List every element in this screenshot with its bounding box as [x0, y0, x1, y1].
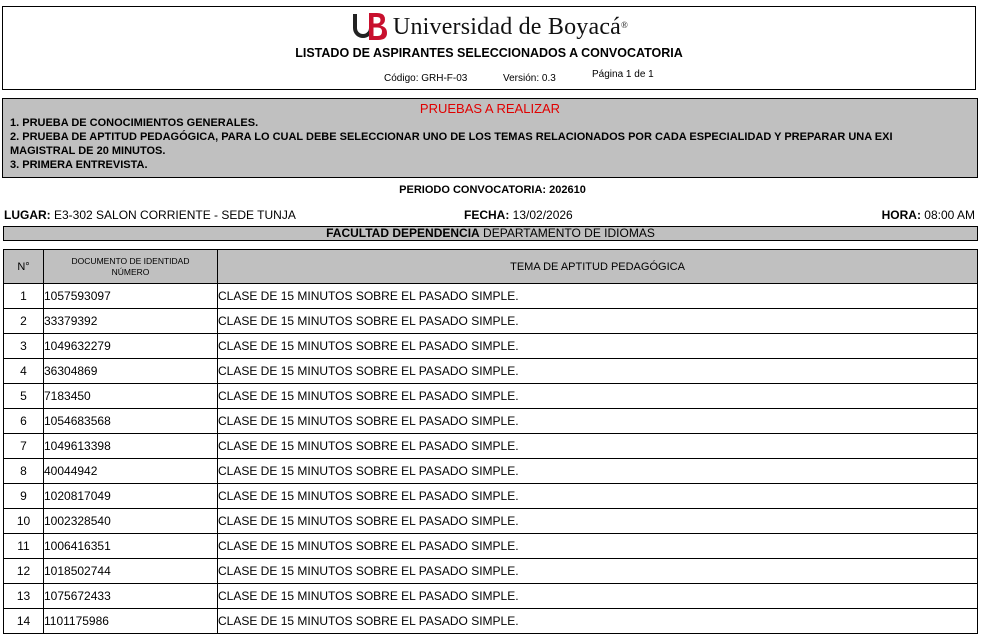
- row-document: 1057593097: [44, 284, 218, 309]
- row-document: 1018502744: [44, 559, 218, 584]
- row-number: 9: [4, 484, 44, 509]
- table-row: [4, 484, 978, 509]
- prueba-item-2-cont: MAGISTRAL DE 20 MINUTOS.: [10, 145, 166, 157]
- lugar-info: LUGAR: E3-302 SALON CORRIENTE - SEDE TUNJA: [4, 208, 296, 222]
- table-row: [4, 609, 978, 634]
- university-logo: [3, 12, 975, 42]
- table-row: [4, 509, 978, 534]
- document-code: Código: GRH-F-03: [384, 73, 468, 84]
- row-number: 7: [4, 434, 44, 459]
- facultad-bar: FACULTAD DEPENDENCIA DEPARTAMENTO DE IDIOMAS: [3, 226, 978, 241]
- table-row: [4, 409, 978, 434]
- row-document: 1006416351: [44, 534, 218, 559]
- aspirantes-table: [3, 249, 978, 634]
- page-number: Página 1 de 1: [592, 69, 654, 80]
- row-number: 10: [4, 509, 44, 534]
- row-document: 1020817049: [44, 484, 218, 509]
- col-header-tema: TEMA DE APTITUD PEDAGÓGICA: [218, 250, 978, 284]
- row-tema: CLASE DE 15 MINUTOS SOBRE EL PASADO SIMPLE.: [218, 334, 978, 359]
- row-document: 1054683568: [44, 409, 218, 434]
- row-tema: CLASE DE 15 MINUTOS SOBRE EL PASADO SIMPLE.: [218, 584, 978, 609]
- hora-info: HORA: 08:00 AM: [881, 208, 975, 222]
- ub-logo-icon: [350, 12, 390, 42]
- col-header-number: N°: [4, 250, 44, 284]
- row-tema: CLASE DE 15 MINUTOS SOBRE EL PASADO SIMPLE.: [218, 434, 978, 459]
- row-tema: CLASE DE 15 MINUTOS SOBRE EL PASADO SIMPLE.: [218, 559, 978, 584]
- row-number: 12: [4, 559, 44, 584]
- row-document: 33379392: [44, 309, 218, 334]
- prueba-item-2: 2. PRUEBA DE APTITUD PEDAGÓGICA, PARA LO CUAL DEBE SELECCIONAR UNO DE LOS TEMAS RELACIONADOS POR CADA ESPECIALIDAD Y PREPARAR UNA EXI: [10, 131, 893, 143]
- row-number: 13: [4, 584, 44, 609]
- col-header-document: DOCUMENTO DE IDENTIDAD NÚMERO: [44, 250, 218, 284]
- row-tema: CLASE DE 15 MINUTOS SOBRE EL PASADO SIMPLE.: [218, 309, 978, 334]
- document-title: LISTADO DE ASPIRANTES SELECCIONADOS A CONVOCATORIA: [295, 46, 683, 60]
- university-name: Universidad de Boyacá®: [392, 13, 629, 40]
- table-row: [4, 584, 978, 609]
- table-row: [4, 534, 978, 559]
- row-tema: CLASE DE 15 MINUTOS SOBRE EL PASADO SIMPLE.: [218, 384, 978, 409]
- table-row: [4, 309, 978, 334]
- row-tema: CLASE DE 15 MINUTOS SOBRE EL PASADO SIMPLE.: [218, 484, 978, 509]
- row-number: 3: [4, 334, 44, 359]
- row-number: 1: [4, 284, 44, 309]
- document-version: Versión: 0.3: [503, 73, 556, 84]
- document-header: [2, 6, 976, 90]
- row-number: 8: [4, 459, 44, 484]
- row-document: 7183450: [44, 384, 218, 409]
- pruebas-panel: [2, 98, 978, 178]
- row-tema: CLASE DE 15 MINUTOS SOBRE EL PASADO SIMPLE.: [218, 359, 978, 384]
- row-number: 4: [4, 359, 44, 384]
- row-document: 36304869: [44, 359, 218, 384]
- fecha-info: FECHA: 13/02/2026: [464, 208, 573, 222]
- table-row: [4, 459, 978, 484]
- pruebas-title: PRUEBAS A REALIZAR: [419, 101, 561, 116]
- table-row: [4, 384, 978, 409]
- table-row: [4, 559, 978, 584]
- row-tema: CLASE DE 15 MINUTOS SOBRE EL PASADO SIMPLE.: [218, 509, 978, 534]
- row-tema: CLASE DE 15 MINUTOS SOBRE EL PASADO SIMPLE.: [218, 534, 978, 559]
- row-document: 1049632279: [44, 334, 218, 359]
- row-document: 1075672433: [44, 584, 218, 609]
- table-row: [4, 359, 978, 384]
- periodo-convocatoria: PERIODO CONVOCATORIA: 202610: [399, 184, 586, 196]
- table-row: [4, 334, 978, 359]
- row-document: 1049613398: [44, 434, 218, 459]
- row-number: 6: [4, 409, 44, 434]
- row-tema: CLASE DE 15 MINUTOS SOBRE EL PASADO SIMPLE.: [218, 409, 978, 434]
- prueba-item-1: 1. PRUEBA DE CONOCIMIENTOS GENERALES.: [10, 117, 259, 129]
- row-tema: CLASE DE 15 MINUTOS SOBRE EL PASADO SIMPLE.: [218, 609, 978, 634]
- table-row: [4, 284, 978, 309]
- row-document: 1002328540: [44, 509, 218, 534]
- row-document: 1101175986: [44, 609, 218, 634]
- table-row: [4, 434, 978, 459]
- row-tema: CLASE DE 15 MINUTOS SOBRE EL PASADO SIMPLE.: [218, 284, 978, 309]
- row-number: 5: [4, 384, 44, 409]
- row-document: 40044942: [44, 459, 218, 484]
- table-header-row: [4, 250, 978, 284]
- row-number: 11: [4, 534, 44, 559]
- row-tema: CLASE DE 15 MINUTOS SOBRE EL PASADO SIMPLE.: [218, 459, 978, 484]
- row-number: 2: [4, 309, 44, 334]
- prueba-item-3: 3. PRIMERA ENTREVISTA.: [10, 159, 148, 171]
- row-number: 14: [4, 609, 44, 634]
